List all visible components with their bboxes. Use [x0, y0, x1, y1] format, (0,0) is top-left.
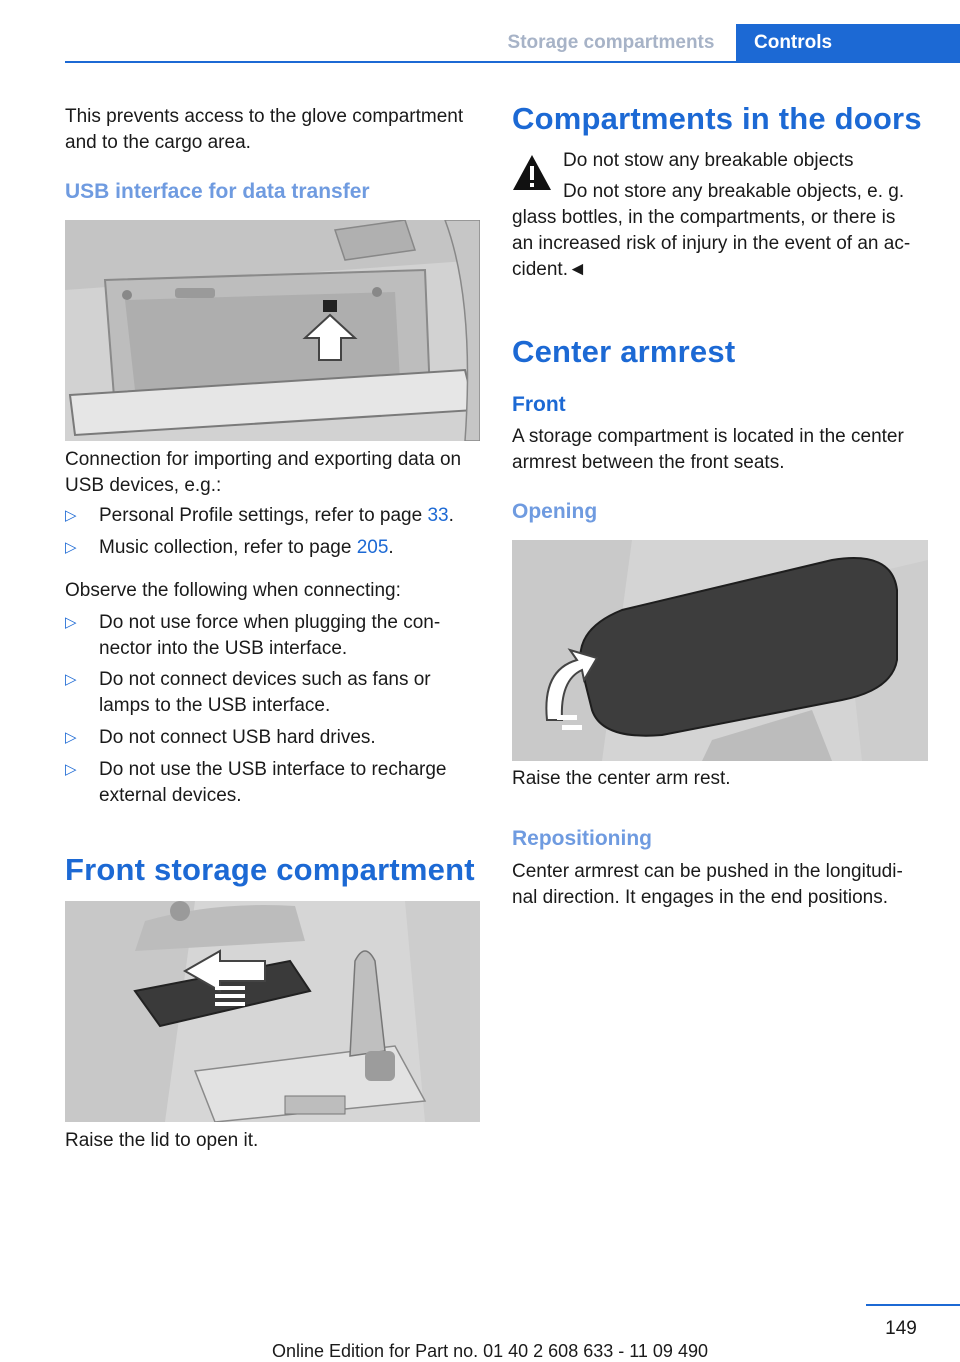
header-chapter-tab: Controls — [736, 24, 960, 62]
repositioning-subheading: Repositioning — [512, 827, 652, 850]
warning-line: Do not store any breakable objects, e. g. — [563, 181, 905, 202]
bullet-line: Do not use force when plugging the con- — [99, 612, 441, 633]
observe-paragraph: Observe the following when connecting: — [65, 580, 401, 601]
warning-triangle-icon — [512, 153, 552, 193]
bullet-end: . — [388, 537, 394, 558]
warning-title: Do not stow any breakable objects — [563, 150, 854, 171]
front-storage-caption: Raise the lid to open it. — [65, 1130, 259, 1151]
opening-caption: Raise the center arm rest. — [512, 768, 731, 789]
front-storage-heading: Front storage compartment — [65, 852, 475, 887]
front-storage-figure — [65, 901, 480, 1122]
front-text-line: A storage compartment is located in the center — [512, 426, 904, 447]
warning-line: an increased risk of injury in the event of an ac- — [512, 233, 911, 254]
footer-rule — [866, 1304, 960, 1306]
triangle-right-icon: ▷ — [65, 729, 77, 746]
intro-paragraph: This prevents access to the glove compartment and to the cargo area. — [65, 106, 464, 153]
armrest-figure — [512, 540, 928, 761]
bullet-end: . — [448, 505, 454, 526]
glovebox-usb-figure — [65, 220, 480, 441]
bullet-text: Personal Profile settings, refer to page — [99, 505, 428, 526]
bullet-line: lamps to the USB interface. — [99, 695, 331, 716]
bullet-line: Do not connect devices such as fans or — [99, 669, 431, 690]
front-subheading: Front — [512, 393, 566, 416]
doors-heading: Compartments in the doors — [512, 101, 922, 136]
bullet-line: Do not use the USB interface to recharge — [99, 759, 447, 780]
list-item — [65, 610, 485, 662]
list-item — [65, 757, 485, 809]
page-link[interactable]: 33 — [427, 505, 449, 526]
repositioning-text-line: nal direction. It engages in the end positions. — [512, 887, 889, 908]
triangle-right-icon: ▷ — [65, 614, 77, 631]
front-text-line: armrest between the front seats. — [512, 452, 785, 473]
bullet-line: nector into the USB interface. — [99, 638, 348, 659]
bullet-text: Music collection, refer to page — [99, 537, 357, 558]
opening-subheading: Opening — [512, 500, 598, 523]
list-item — [65, 667, 485, 719]
warning-line: glass bottles, in the compartments, or there is — [512, 207, 896, 228]
triangle-right-icon: ▷ — [65, 671, 77, 688]
edition-footer: Online Edition for Part no. 01 40 2 608 633 - 11 09 490 — [272, 1341, 708, 1361]
usb-heading: USB interface for data transfer — [65, 180, 370, 203]
warning-line: cident.◄ — [512, 259, 587, 280]
bullet-line: Do not connect USB hard drives. — [99, 727, 376, 748]
triangle-right-icon: ▷ — [65, 539, 77, 556]
page-link[interactable]: 205 — [356, 537, 389, 558]
armrest-heading: Center armrest — [512, 334, 736, 369]
repositioning-text-line: Center armrest can be pushed in the longitudi- — [512, 861, 903, 882]
triangle-right-icon: ▷ — [65, 761, 77, 778]
triangle-right-icon: ▷ — [65, 507, 77, 524]
usb-caption: Connection for importing and exporting data on USB devices, e.g.: — [65, 449, 462, 496]
header-section-title: Storage compartments — [507, 32, 715, 53]
page-number: 149 — [885, 1318, 917, 1339]
bullet-line: external devices. — [99, 785, 242, 806]
header-rule — [65, 61, 960, 63]
